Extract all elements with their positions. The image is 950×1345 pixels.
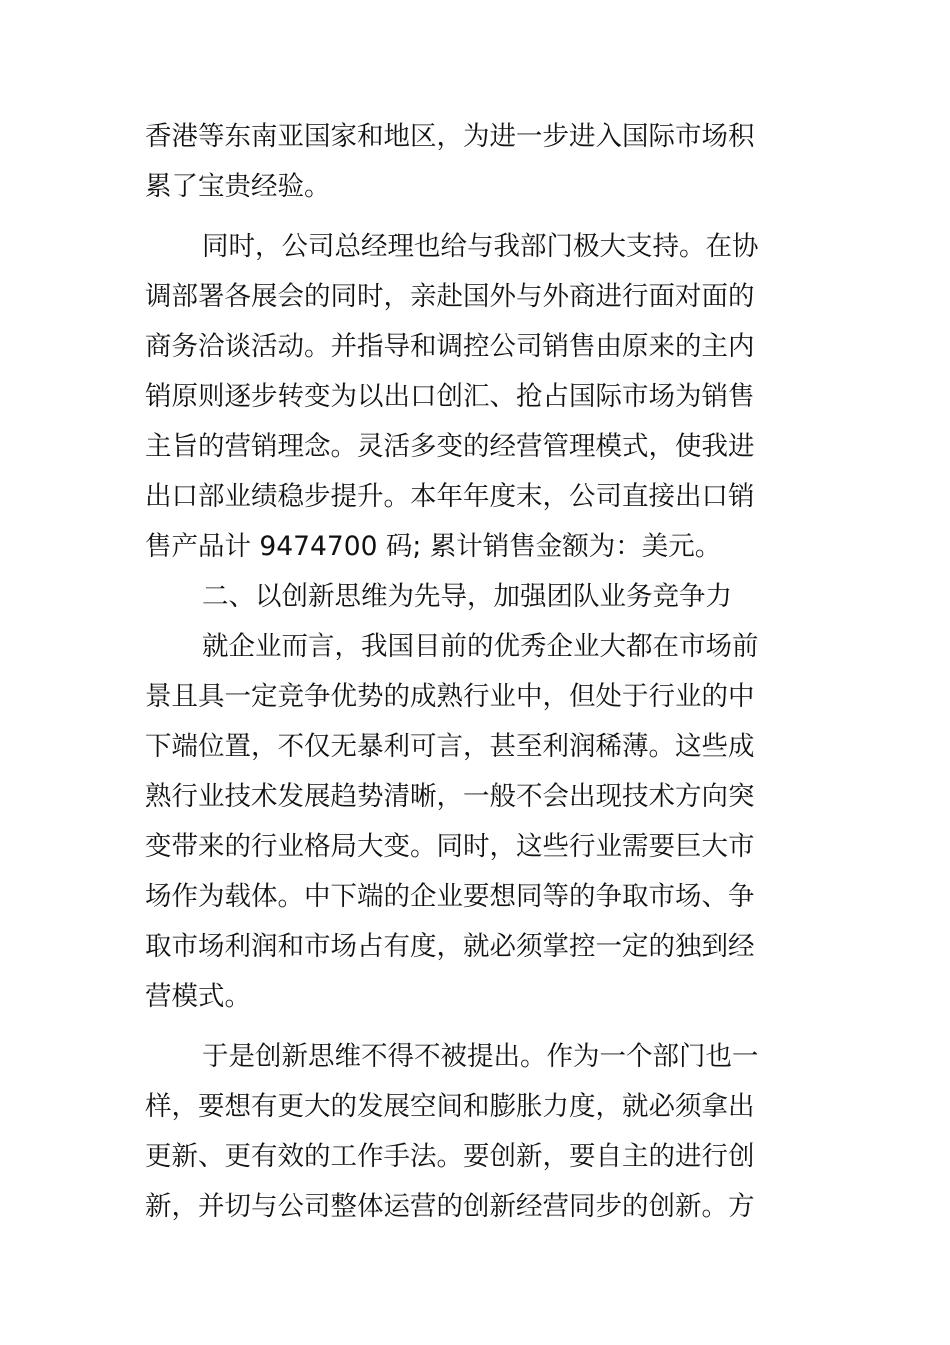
- text-line: 售产品计 9474700 码; 累计销售金额为：美元。: [145, 531, 722, 562]
- text-line: 主旨的营销理念。灵活多变的经营管理模式，使我进: [145, 431, 755, 462]
- text-line: 下端位置，不仅无暴利可言，甚至利润稀薄。这些成: [145, 731, 755, 762]
- text-line: 销原则逐步转变为以出口创汇、抢占国际市场为销售: [145, 381, 755, 412]
- paragraph-start: 同时，公司总经理也给与我部门极大支持。在协: [202, 231, 759, 262]
- text-line: 取市场利润和市场占有度，就必须掌控一定的独到经: [145, 931, 755, 962]
- text-line: 营模式。: [145, 981, 251, 1012]
- text-line: 熟行业技术发展趋势清晰，一般不会出现技术方向突: [145, 781, 755, 812]
- text-line: 变带来的行业格局大变。同时，这些行业需要巨大市: [145, 831, 755, 862]
- paragraph-start: 于是创新思维不得不被提出。作为一个部门也一: [202, 1041, 759, 1072]
- text-line: 香港等东南亚国家和地区，为进一步进入国际市场积: [145, 121, 755, 152]
- text-line: 更新、更有效的工作手法。要创新，要自主的进行创: [145, 1141, 755, 1172]
- text-line: 新，并切与公司整体运营的创新经营同步的创新。方: [145, 1191, 755, 1222]
- text-line: 出口部业绩稳步提升。本年年度末，公司直接出口销: [145, 481, 755, 512]
- document-body: [145, 112, 785, 1232]
- section-heading: 二、以创新思维为先导，加强团队业务竞争力: [202, 581, 732, 612]
- text-line: 样，要想有更大的发展空间和膨胀力度，就必须拿出: [145, 1091, 755, 1122]
- paragraph-start: 就企业而言，我国目前的优秀企业大都在市场前: [202, 631, 759, 662]
- text-line: 场作为载体。中下端的企业要想同等的争取市场、争: [145, 881, 755, 912]
- text-line: 累了宝贵经验。: [145, 171, 331, 202]
- text-line: 景且具一定竞争优势的成熟行业中，但处于行业的中: [145, 681, 755, 712]
- text-line: 调部署各展会的同时，亲赴国外与外商进行面对面的: [145, 281, 755, 312]
- text-line: 商务洽谈活动。并指导和调控公司销售由原来的主内: [145, 331, 755, 362]
